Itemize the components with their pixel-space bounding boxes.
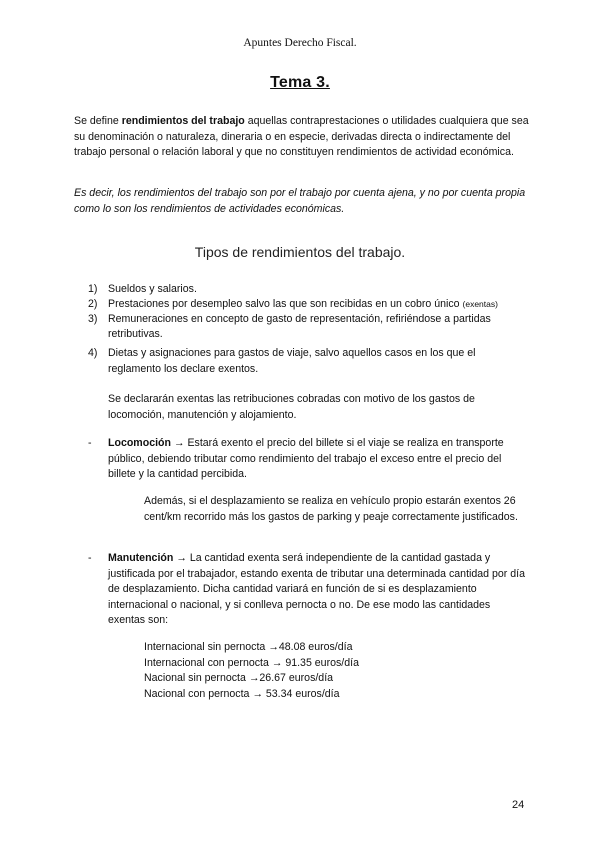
exentas-paragraph: Se declararán exentas las retribuciones cobradas con motivo de los gastos de locomoción, manutención y alojamiento.: [108, 393, 475, 421]
intro-bold-term: rendimientos del trabajo: [121, 115, 245, 127]
manutencion-label: Manutención: [108, 552, 174, 564]
amount-line: Internacional con pernocta → 91.35 euros/día: [144, 656, 359, 669]
intro-post: aquellas contraprestaciones o utilidades cualquiera que sea su denominación o naturaleza, dineraria o en especie, derivadas directa o indirectamente del trabajo personal o relación laboral y que no constituyen rendimientos de actividad económica.: [74, 115, 529, 158]
list-item-4: [74, 346, 530, 377]
list-text: Prestaciones por desempleo salvo las que son recibidas en un cobro único: [108, 298, 463, 310]
manutencion-item: [74, 551, 530, 629]
manutencion-text: La cantidad exenta será independiente de la cantidad gastada y justificada por el trabajador, estando exenta de tributar una determinada cantidad por día de desplazamiento. Dicha cantidad variará en función de si es desplazamiento internacional o nacional, y si conlleva pernocta o no. De ese modo las cantidades exentas son:: [108, 552, 525, 626]
running-header: Apuntes Derecho Fiscal.: [243, 37, 357, 49]
arrow: →: [173, 552, 190, 564]
list-text: Dietas y asignaciones para gastos de viaje, salvo aquellos casos en los que el reglamento los declare exentos.: [108, 347, 476, 375]
exempt-amounts-list: [144, 640, 359, 702]
dash-bullet: -: [88, 437, 92, 449]
locomocion-label: Locomoción: [108, 437, 171, 449]
arrow: →: [170, 437, 188, 449]
list-number: 1): [88, 283, 98, 295]
amount-line: Nacional con pernocta → 53.34 euros/día: [144, 687, 340, 700]
list-text: Sueldos y salarios.: [108, 283, 197, 295]
list-small-note: (exentas): [462, 299, 498, 309]
italic-note: Es decir, los rendimientos del trabajo son por el trabajo por cuenta ajena, y no por cuenta propia como lo son los rendimientos de actividades económicas.: [74, 187, 526, 215]
list-number: 4): [88, 347, 98, 359]
list-item: [74, 312, 530, 342]
list-item: [74, 282, 530, 297]
locomocion-text: Estará exento el precio del billete si el viaje se realiza en transporte público, debiendo tributar como rendimiento del trabajo el exceso entre el precio del billete y la cantidad percibida.: [108, 437, 504, 480]
dash-bullet: -: [88, 552, 92, 564]
intro-paragraph: [74, 114, 530, 161]
section-subtitle: Tipos de rendimientos del trabajo.: [194, 244, 406, 260]
amount-line: Nacional sin pernocta →26.67 euros/día: [144, 672, 334, 684]
list-number: 3): [88, 313, 98, 325]
locomocion-item: [74, 436, 530, 483]
amount-line: Internacional sin pernocta →48.08 euros/día: [144, 641, 353, 653]
list-text: Remuneraciones en concepto de gasto de representación, refiriéndose a partidas retributivas.: [108, 313, 491, 340]
list-number: 2): [88, 298, 98, 310]
locomocion-extra-paragraph: Además, si el desplazamiento se realiza en vehículo propio estarán exentos 26 cent/km recorrido más los gastos de parking y peaje correctamente justificados.: [144, 495, 518, 523]
page-number: 24: [512, 799, 525, 811]
intro-pre: Se define: [74, 115, 122, 127]
page-title: Tema 3.: [270, 74, 330, 91]
list-item: [74, 297, 530, 312]
types-list: [74, 282, 530, 342]
